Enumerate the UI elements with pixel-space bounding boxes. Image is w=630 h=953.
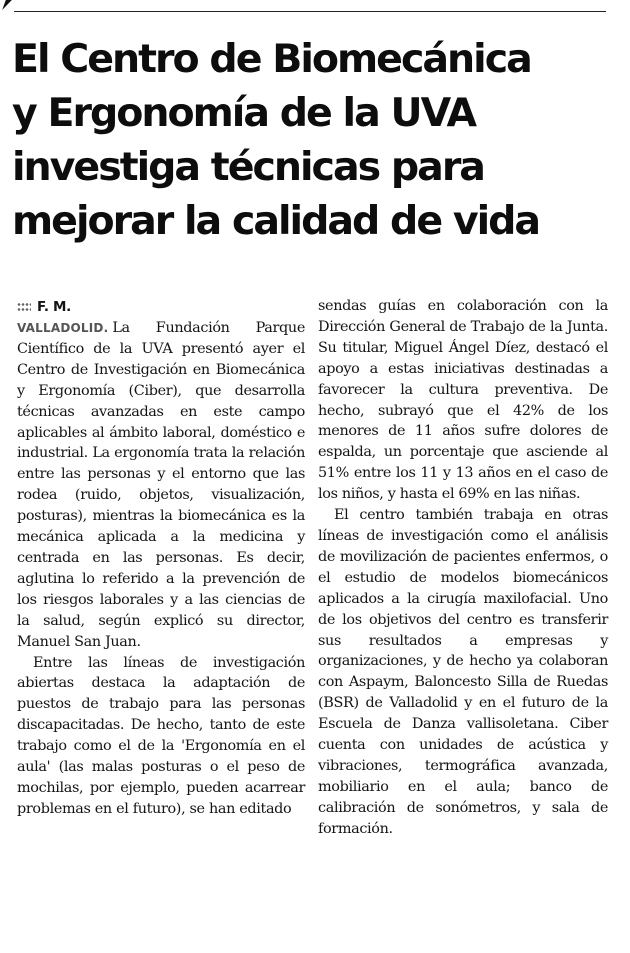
headline-line-4: mejorar la calidad de vida	[12, 198, 540, 244]
byline-dots-icon	[17, 302, 31, 312]
headline-line-1: El Centro de Biomecánica	[12, 36, 531, 82]
paragraph: Entre las líneas de investigación abiertas destaca la adaptación de puestos de trabajo para las personas discapacitadas. De hecho, tanto de este trabajo como el de la 'Ergonomía en el aula' (las malas posturas o el peso de mochilas, por ejemplo, pueden acarrear problemas en el futuro), se han editado	[17, 654, 305, 817]
paragraph-text: La Fundación Parque Científico de la UVA presentó ayer el Centro de Investigación en Biomecánica y Ergonomía (Ciber), que desarrolla técnicas avanzadas en este campo aplicables al ámbito laboral, doméstico e industrial. La ergonomía trata la relación entre las personas y el entorno que las rodea (ruido, objetos, visualización, posturas), mientras la biomecánica es la mecánica aplicada a la medicina y centrada en las personas. Es decir, aglutina lo referido a la prevención de los riesgos laborales y a las ciencias de la salud, según explicó su director, Manuel San Juan.	[17, 320, 305, 650]
headline	[12, 32, 612, 248]
byline	[17, 296, 305, 318]
headline-line-2: y Ergonomía de la UVA	[12, 90, 476, 136]
paragraph: sendas guías en colaboración con la Dirección General de Trabajo de la Junta. Su titular, Miguel Ángel Díez, destacó el apoyo a estas iniciativas destinadas a favorecer la cultura preventiva. De hecho, subrayó que el 42% de los menores de 11 años sufre dolores de espalda, un porcentaje que asciende al 51% entre los 11 y 13 años en el caso de los niños, y hasta el 69% en las niñas.	[318, 298, 608, 503]
dateline: VALLADOLID.	[17, 321, 109, 335]
paragraph: El centro también trabaja en otras líneas de investigación como el análisis de movilización de pacientes enfermos, o el estudio de modelos biomecánicos aplicados a la cirugía maxilofacial. Uno de los objetivos del centro es transferir sus resultados a empresas y organizaciones, y de hecho ya colaboran con Aspaym, Baloncesto Silla de Ruedas (BSR) de Valladolid y en el futuro de la Escuela de Danza vallisoletana. Ciber cuenta con unidades de acústica y vibraciones, termográfica avanzada, mobiliario en el aula; banco de calibración de sonómetros, y sala de formación.	[318, 507, 608, 837]
article-column-right	[318, 296, 608, 840]
headline-line-3: investiga técnicas para	[12, 144, 484, 190]
paragraph	[17, 318, 305, 653]
byline-author: F. M.	[37, 299, 71, 315]
top-rule	[14, 11, 606, 12]
corner-mark	[2, 0, 12, 10]
article-column-left	[17, 296, 305, 820]
